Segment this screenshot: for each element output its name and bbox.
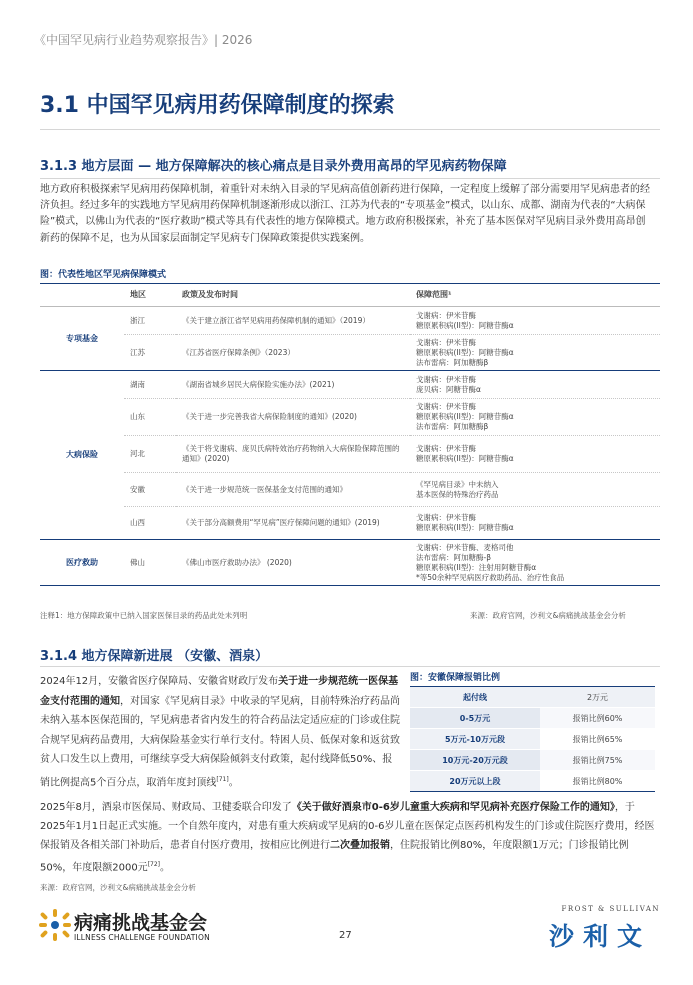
coverage-line: 法布雷病：阿加糖酶β (416, 357, 489, 367)
bracket-value: 报销比例75% (540, 750, 655, 771)
anhui-table-caption: 图：安徽保障报销比例 (410, 673, 501, 683)
table1-source: 来源：政府官网，沙利文&病痛挑战基金会分析 (470, 611, 626, 620)
section-title: 3.1 中国罕见病用药保障制度的探索 (40, 93, 395, 118)
page-number: 27 (339, 930, 352, 941)
icf-logo-en: ILLNESS CHALLENGE FOUNDATION (74, 933, 210, 942)
coverage-header: 保障范围¹ (410, 284, 660, 307)
divider (40, 129, 660, 130)
anhui-paragraph (40, 672, 400, 792)
table-row (410, 729, 655, 750)
text-run: ，住院报销比例80%，年度限额1万元；门诊报销比例50%，年度限额2000元 (40, 840, 629, 874)
table1-note: 注释1：地方保障政策中已纳入国家医保目录的药品此处未列明 (40, 611, 248, 620)
text-run: 。 (228, 776, 239, 788)
blank-header (40, 284, 124, 307)
table-row (410, 771, 655, 792)
coverage-cell (410, 399, 660, 436)
regional-model-table (40, 283, 660, 586)
category-medical-aid: 医疗救助 (40, 540, 124, 586)
coverage-cell (410, 436, 660, 473)
table-row (40, 399, 660, 436)
table1-caption: 图：代表性地区罕见病保障模式 (40, 270, 167, 280)
icf-logo-cn: 病痛挑战基金会 (74, 912, 208, 934)
region-header: 地区 (124, 284, 176, 307)
table-row (410, 708, 655, 729)
policy-cell: 《关于将戈谢病、庞贝氏病特效治疗药物纳入大病保险保障范围的通知》(2020) (176, 436, 410, 473)
coverage-line: 《罕见病目录》中未纳入 (416, 479, 499, 489)
policy-cell: 《关于进一步完善我省大病保险制度的通知》(2020) (176, 399, 410, 436)
report-header: 《中国罕见病行业趋势观察报告》| 2026 (34, 33, 253, 47)
text-run: 2025年8月，酒泉市医保局、财政局、卫健委联合印发了 (40, 802, 292, 813)
table-row (40, 307, 660, 335)
table-row (410, 750, 655, 771)
coverage-line: 戈谢病：伊米苷酶 (416, 337, 476, 347)
coverage-line: 戈谢病：伊米苷酶 (416, 513, 476, 522)
region-cell: 浙江 (124, 307, 176, 335)
bracket-label: 0-5万元 (410, 708, 540, 729)
coverage-line: 戈谢病：伊米苷酶 (416, 402, 476, 411)
coverage-cell (410, 473, 660, 507)
coverage-line: 法布雷病：阿加糖酶β (416, 422, 489, 431)
subsection-313-title: 3.1.3 地方层面 — 地方保障解决的核心痛点是目录外费用高昂的罕见病药物保障 (40, 159, 507, 174)
coverage-line: 庞贝病：阿糖苷酶α (416, 384, 481, 394)
coverage-cell (410, 307, 660, 335)
anhui-reimbursement-table (410, 686, 655, 792)
subsection-314-title: 3.1.4 地方保障新进展 （安徽、酒泉） (40, 649, 269, 664)
jiuquan-paragraph (40, 798, 658, 877)
coverage-line: 基本医保的特殊治疗药品 (416, 489, 499, 499)
category-serious-illness: 大病保险 (40, 371, 124, 540)
citation-ref: [72] (147, 861, 161, 868)
coverage-line: 糖原累积病(II型)：阿糖苷酶α (416, 412, 514, 421)
coverage-line: 糖原累积病(II型)：注射用阿糖苷酶α (416, 562, 537, 572)
text-run: ，于2025年1月1日起正式实施。一个自然年度内，对患有重大疾病或罕见病的0-6岁儿童在医保定点医药机构发生的门诊或住院医疗费用，经医保报销及各相关部门补助后，患者自付医疗费用，按相应比例进行 (40, 802, 655, 851)
icf-logo (36, 906, 236, 946)
coverage-line: 戈谢病：伊米苷酶、麦格司他 (416, 542, 514, 552)
subsection-313-paragraph: 地方政府积极探索罕见病用药保障机制，着重针对未纳入目录的罕见病高值创新药进行保障，一定程度上缓解了部分需要用罕见病患者的经济负担。经过多年的实践地方罕见病用药保障机制逐渐形成以浙江、江苏为代表的“专项基金”模式，以山东、成都、湖南为代表的“大病保险”模式，以佛山为代表的“医疗救助”模式等具有代表性的地方保障模式。地方政府积极探索，补充了基本医保对罕见病目录外费用高昂创新药的保障不足，也为从国家层面制定罕见病专门保障政策提供实践案例。 (40, 184, 650, 244)
region-cell: 河北 (124, 436, 176, 473)
policy-cell: 《佛山市医疗救助办法》 (2020) (176, 540, 410, 586)
icf-logo-mark-icon (36, 906, 74, 944)
region-cell: 安徽 (124, 473, 176, 507)
policy-cell: 《关于建立浙江省罕见病用药保障机制的通知》（2019） (176, 307, 410, 335)
table-row (40, 507, 660, 540)
coverage-line: 戈谢病：伊米苷酶 (416, 444, 476, 453)
bracket-label: 起付线 (410, 687, 540, 708)
table-row (410, 687, 655, 708)
category-special-fund: 专项基金 (40, 307, 124, 371)
bracket-label: 10万元-20万元段 (410, 750, 540, 771)
region-cell: 湖南 (124, 371, 176, 399)
coverage-cell (410, 540, 660, 586)
bracket-value: 报销比例80% (540, 771, 655, 792)
policy-header: 政策及发布时间 (176, 284, 410, 307)
bracket-label: 20万元以上段 (410, 771, 540, 792)
bold-run: 《关于做好酒泉市0-6岁儿童重大疾病和罕见病补充医疗保险工作的通知》 (291, 802, 615, 813)
frost-sullivan-logo (535, 905, 660, 955)
text-run: 2024年12月，安徽省医疗保障局、安徽省财政厅发布 (40, 676, 279, 687)
table-row (40, 436, 660, 473)
bold-run: 关于进一步规范统一医保基金支付范围的通知 (40, 676, 399, 707)
region-cell: 佛山 (124, 540, 176, 586)
coverage-line: 糖原累积病(II型)：阿糖苷酶α (416, 454, 514, 463)
coverage-cell (410, 507, 660, 540)
text-run: 。 (160, 862, 171, 874)
bracket-value: 报销比例65% (540, 729, 655, 750)
divider (40, 178, 660, 179)
policy-cell: 《湖南省城乡居民大病保险实施办法》(2021) (176, 371, 410, 399)
table-header-row (40, 284, 660, 307)
coverage-cell (410, 335, 660, 371)
coverage-line: *等50余种罕见病医疗救助药品、治疗性食品 (416, 572, 565, 582)
fs-logo-en: FROST & SULLIVAN (561, 905, 660, 913)
text-run: ，对国家《罕见病目录》中收录的罕见病，目前特殊治疗药品尚未纳入基本医保范围的，罕见病患者省内发生的符合药品法定适应症的门诊或住院合规罕见病药品费用，大病保险基金实行单行支付。特困人员、低保对象和返贫致贫人口发生以上费用，可继续享受大病保险倾斜支付政策，起付线降低50%、报销比例提高5个百分点，取消年度封顶线 (40, 695, 400, 788)
region-cell: 山西 (124, 507, 176, 540)
policy-cell: 《关于进一步规范统一医保基金支付范围的通知》 (176, 473, 410, 507)
table-row (40, 335, 660, 371)
citation-ref: [71] (216, 775, 229, 783)
divider (40, 666, 660, 667)
region-cell: 江苏 (124, 335, 176, 371)
coverage-line: 糖原累积病(II型)：阿糖苷酶α (416, 347, 514, 357)
bracket-value: 报销比例60% (540, 708, 655, 729)
region-cell: 山东 (124, 399, 176, 436)
policy-cell: 《江苏省医疗保障条例》（2023） (176, 335, 410, 371)
table-row (40, 371, 660, 399)
fs-logo-cn: 沙利文 (549, 922, 652, 951)
bracket-label: 5万元-10万元段 (410, 729, 540, 750)
policy-cell: 《关于部分高额费用“罕见病”医疗保障问题的通知》(2019) (176, 507, 410, 540)
section-314-source: 来源：政府官网，沙利文&病痛挑战基金会分析 (40, 883, 196, 892)
coverage-line: 戈谢病：伊米苷酶 (416, 374, 476, 384)
coverage-cell (410, 371, 660, 399)
table-row (40, 540, 660, 586)
coverage-line: 糖原累积病(II型)：阿糖苷酶α (416, 523, 514, 532)
bracket-value: 2万元 (540, 687, 655, 708)
coverage-line: 法布雷病：阿加糖酶-β (416, 552, 491, 562)
coverage-line: 糖原累积病(II型)：阿糖苷酶α (416, 320, 514, 330)
coverage-line: 戈谢病：伊米苷酶 (416, 310, 476, 320)
table-row (40, 473, 660, 507)
bold-run: 二次叠加报销 (330, 840, 390, 851)
